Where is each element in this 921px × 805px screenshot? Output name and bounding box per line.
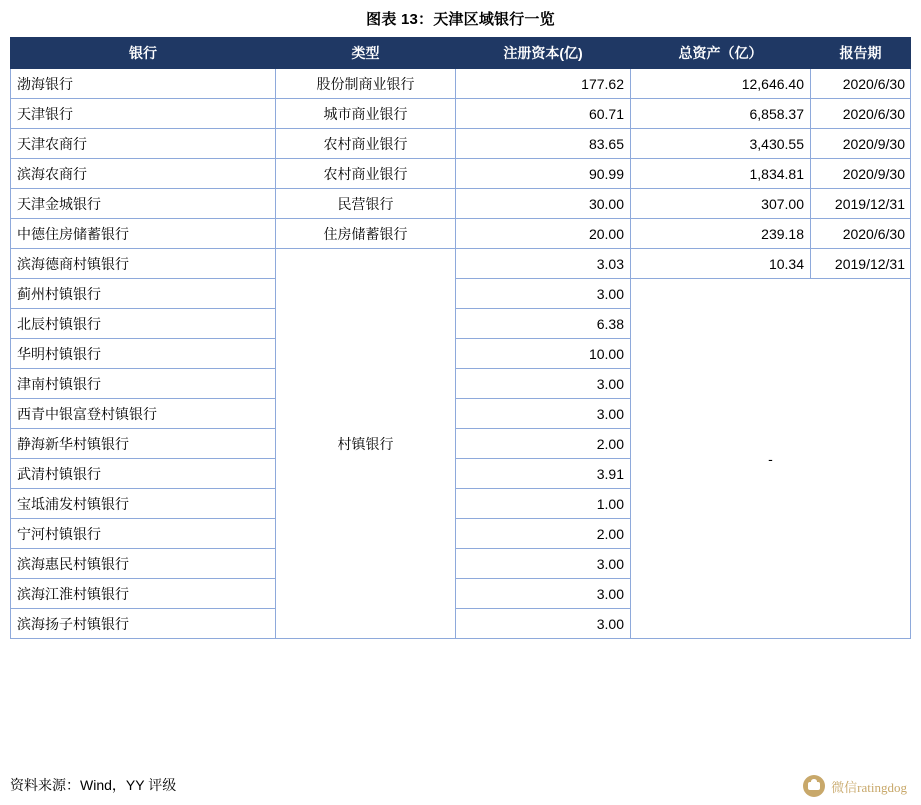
table-header [11, 38, 911, 69]
cell-bank: 滨海江淮村镇银行 [11, 579, 276, 609]
cell-capital: 60.71 [456, 99, 631, 129]
table-row [11, 219, 911, 249]
cell-bank: 滨海惠民村镇银行 [11, 549, 276, 579]
cell-capital: 3.00 [456, 579, 631, 609]
table-body [11, 69, 911, 639]
cell-bank: 华明村镇银行 [11, 339, 276, 369]
cell-capital: 2.00 [456, 519, 631, 549]
cell-assets: 239.18 [631, 219, 811, 249]
cell-assets: 10.34 [631, 249, 811, 279]
watermark-text: 微信ratingdog [831, 779, 907, 795]
cell-capital: 3.00 [456, 279, 631, 309]
cell-assets: 3,430.55 [631, 129, 811, 159]
cell-bank: 蓟州村镇银行 [11, 279, 276, 309]
table-row [11, 129, 911, 159]
cell-period: 2020/6/30 [811, 99, 911, 129]
cell-type-village-merged: 村镇银行 [276, 249, 456, 639]
cell-assets: 1,834.81 [631, 159, 811, 189]
cell-bank: 天津银行 [11, 99, 276, 129]
column-header-bank: 银行 [11, 38, 276, 69]
cell-period: 2020/6/30 [811, 69, 911, 99]
cell-assets: 6,858.37 [631, 99, 811, 129]
cell-capital: 3.00 [456, 399, 631, 429]
cell-type: 农村商业银行 [276, 129, 456, 159]
cell-assets: 12,646.40 [631, 69, 811, 99]
cell-bank: 武清村镇银行 [11, 459, 276, 489]
cell-bank: 滨海扬子村镇银行 [11, 609, 276, 639]
cell-bank: 中德住房储蓄银行 [11, 219, 276, 249]
table-row [11, 99, 911, 129]
wechat-icon [803, 775, 825, 797]
watermark [803, 775, 907, 797]
cell-capital: 30.00 [456, 189, 631, 219]
cell-type: 住房储蓄银行 [276, 219, 456, 249]
cell-capital: 3.00 [456, 549, 631, 579]
cell-bank: 宁河村镇银行 [11, 519, 276, 549]
cell-bank: 天津金城银行 [11, 189, 276, 219]
cell-assets: 307.00 [631, 189, 811, 219]
table-row [11, 159, 911, 189]
column-header-capital: 注册资本(亿) [456, 38, 631, 69]
cell-period: 2019/12/31 [811, 249, 911, 279]
cell-type: 城市商业银行 [276, 99, 456, 129]
cell-capital: 20.00 [456, 219, 631, 249]
table-row [11, 279, 911, 309]
cell-capital: 2.00 [456, 429, 631, 459]
cell-capital: 177.62 [456, 69, 631, 99]
cell-capital: 3.91 [456, 459, 631, 489]
cell-bank: 北辰村镇银行 [11, 309, 276, 339]
cell-period: 2020/6/30 [811, 219, 911, 249]
cell-period: 2020/9/30 [811, 129, 911, 159]
cell-capital: 3.00 [456, 369, 631, 399]
column-header-period: 报告期 [811, 38, 911, 69]
cell-period: 2020/9/30 [811, 159, 911, 189]
table-row [11, 189, 911, 219]
page-title: 图表 13：天津区域银行一览 [366, 11, 555, 28]
cell-bank: 滨海农商行 [11, 159, 276, 189]
cell-period: 2019/12/31 [811, 189, 911, 219]
table-header-row [11, 38, 911, 69]
cell-type: 股份制商业银行 [276, 69, 456, 99]
cell-bank: 渤海银行 [11, 69, 276, 99]
cell-bank: 天津农商行 [11, 129, 276, 159]
cell-capital: 10.00 [456, 339, 631, 369]
source-note: 资料来源：Wind，YY 评级 [10, 777, 177, 793]
table-row [11, 249, 911, 279]
cell-bank: 滨海德商村镇银行 [11, 249, 276, 279]
column-header-type: 类型 [276, 38, 456, 69]
table-row [11, 69, 911, 99]
cell-capital: 6.38 [456, 309, 631, 339]
cell-capital: 1.00 [456, 489, 631, 519]
cell-capital: 3.03 [456, 249, 631, 279]
cell-bank: 静海新华村镇银行 [11, 429, 276, 459]
cell-capital: 83.65 [456, 129, 631, 159]
cell-assets-dash-merged: - [631, 279, 911, 639]
cell-bank: 宝坻浦发村镇银行 [11, 489, 276, 519]
cell-capital: 90.99 [456, 159, 631, 189]
column-header-assets: 总资产（亿） [631, 38, 811, 69]
cell-capital: 3.00 [456, 609, 631, 639]
cell-type: 民营银行 [276, 189, 456, 219]
cell-type: 农村商业银行 [276, 159, 456, 189]
cell-bank: 西青中银富登村镇银行 [11, 399, 276, 429]
bank-table [10, 37, 911, 639]
cell-bank: 津南村镇银行 [11, 369, 276, 399]
